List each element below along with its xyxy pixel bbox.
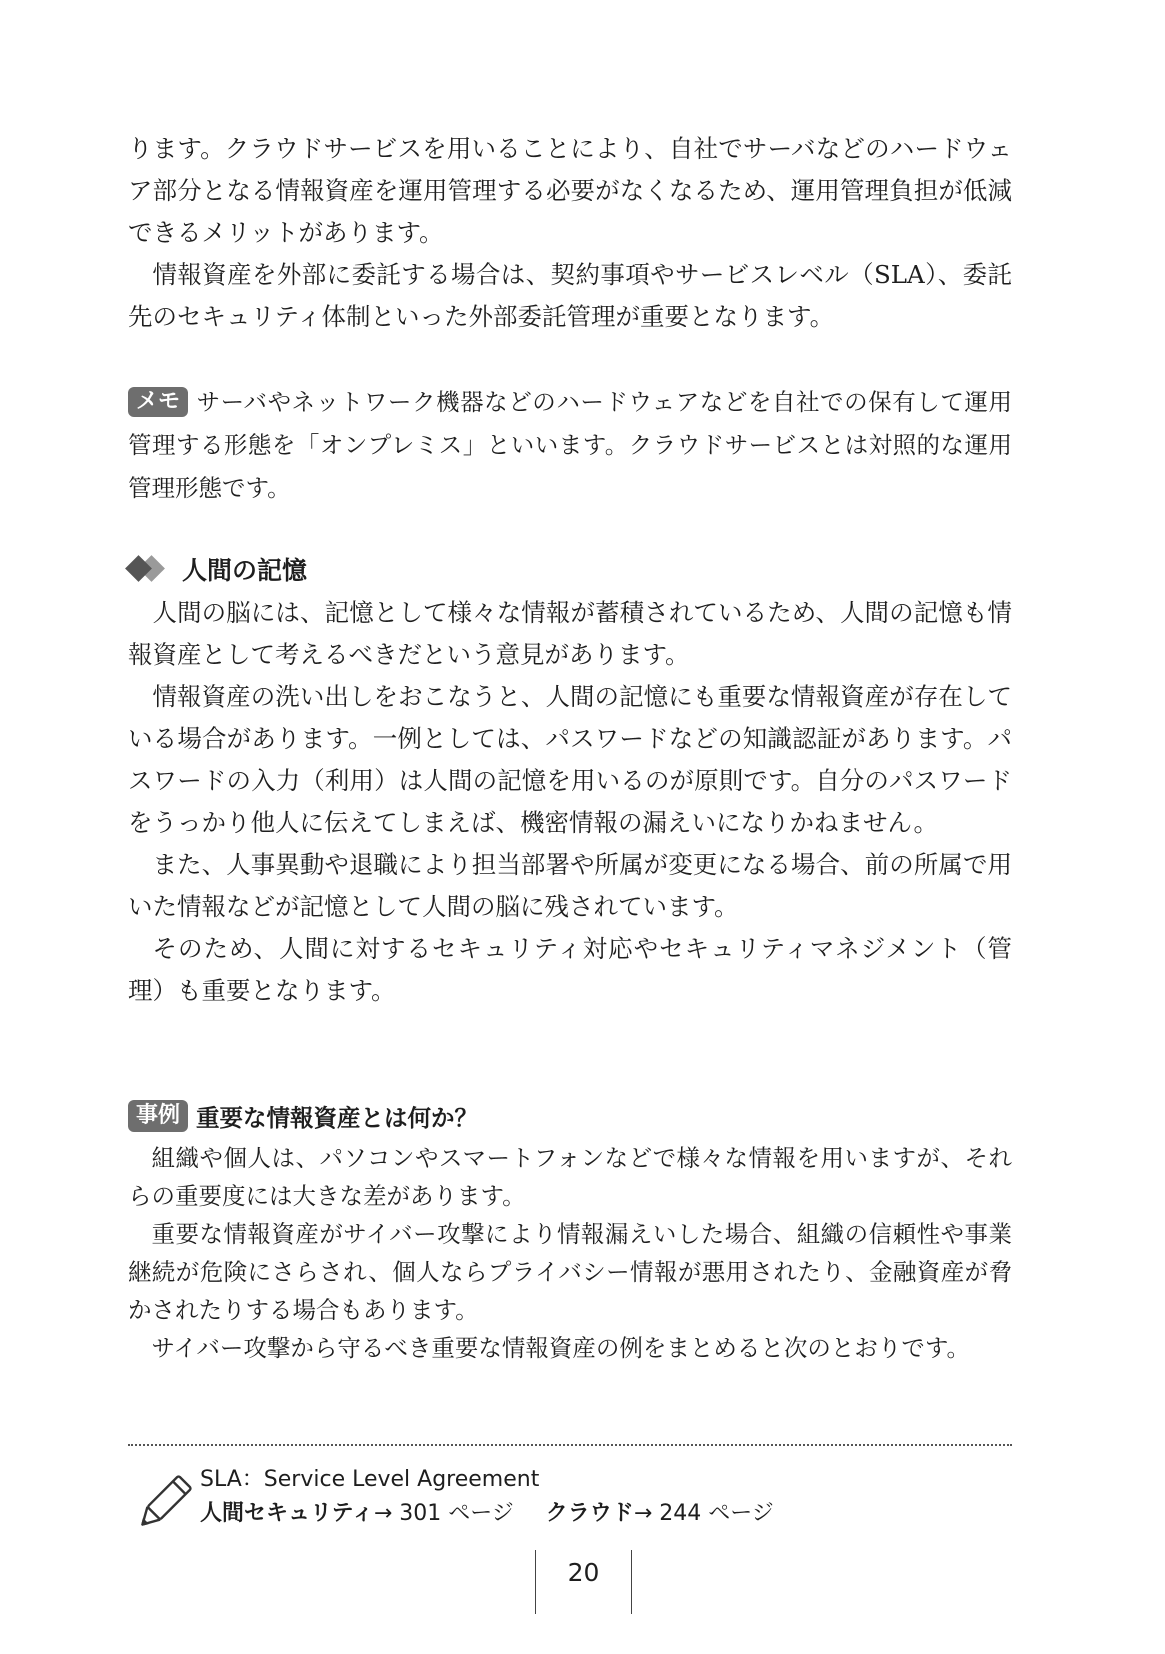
ref-human-security-page: 301 ページ: [392, 1501, 514, 1526]
section-heading: [126, 549, 307, 589]
case-block: [128, 1097, 1012, 1367]
section-paragraph-2: 情報資産の洗い出しをおこなうと、人間の記憶にも重要な情報資産が存在している場合があります。一例としては、パスワードなどの知識認証があります。パスワードの入力（利用）は人間の記憶を用いるのが原則です。自分のパスワードをうっかり他人に伝えてしまえば、機密情報の漏えいになりかねません。: [128, 682, 1012, 837]
footnote-line-refs: [200, 1497, 774, 1531]
section-paragraph-3: また、人事異動や退職により担当部署や所属が変更になる場合、前の所属で用いた情報などが記憶として人間の脳に残されています。: [128, 850, 1012, 921]
ref-cloud-term: クラウド: [545, 1501, 634, 1526]
memo-tag: メモ: [128, 387, 188, 417]
intro-text: [128, 128, 1012, 338]
case-title: 重要な情報資産とは何か？: [196, 1104, 479, 1132]
ref-cloud-page: 244 ページ: [652, 1501, 774, 1526]
section-paragraph-1: 人間の脳には、記憶として様々な情報が蓄積されているため、人間の記憶も情報資産として考えるべきだという意見があります。: [128, 598, 1012, 669]
page-number-box: [535, 1550, 632, 1614]
case-heading: [128, 1097, 1012, 1135]
intro-paragraph-2: 情報資産を外部に委託する場合は、契約事項やサービスレベル（SLA）、委託先のセキュリティ体制といった外部委託管理が重要となります。: [128, 260, 1012, 331]
section-title: 人間の記憶: [182, 556, 308, 585]
diamond-bullet-icon: [126, 554, 170, 584]
footnote-line-sla: [200, 1463, 774, 1497]
case-tag: 事例: [128, 1100, 188, 1132]
sla-term: SLA: [200, 1467, 242, 1492]
page-number: 20: [567, 1558, 600, 1587]
sla-separator: ：: [241, 1467, 264, 1492]
section-body: [128, 592, 1012, 1012]
section-paragraph-4: そのため、人間に対するセキュリティ対応やセキュリティマネジメント（管理）も重要となります。: [128, 934, 1012, 1005]
ref-human-security-arrow: →: [373, 1501, 393, 1526]
ref-human-security-term: 人間セキュリティ: [200, 1501, 374, 1526]
case-paragraph-2: 重要な情報資産がサイバー攻撃により情報漏えいした場合、組織の信頼性や事業継続が危険にさらされ、個人ならプライバシー情報が悪用されたり、金融資産が脅かされたりする場合もあります。: [128, 1220, 1012, 1324]
intro-paragraph-1: ります。クラウドサービスを用いることにより、自社でサーバなどのハードウェア部分となる情報資産を運用管理する必要がなくなるため、運用管理負担が低減できるメリットがあります。: [128, 134, 1012, 247]
case-paragraph-1: 組織や個人は、パソコンやスマートフォンなどで様々な情報を用いますが、それらの重要度には大きな差があります。: [128, 1144, 1012, 1210]
sla-definition: Service Level Agreement: [263, 1467, 540, 1492]
footnote: [134, 1463, 994, 1537]
footnote-divider: [128, 1444, 1012, 1446]
memo-text: サーバやネットワーク機器などのハードウェアなどを自社での保有して運用管理する形態を「オンプレミス」といいます。クラウドサービスとは対照的な運用管理形態です。: [128, 388, 1012, 502]
ref-cloud-arrow: →: [633, 1501, 653, 1526]
pencil-icon: [134, 1471, 192, 1537]
footnote-lines: [200, 1463, 774, 1537]
memo-paragraph: [128, 381, 1012, 510]
case-paragraph-3: サイバー攻撃から守るべき重要な情報資産の例をまとめると次のとおりです。: [151, 1334, 971, 1362]
memo-box: [128, 381, 1012, 510]
